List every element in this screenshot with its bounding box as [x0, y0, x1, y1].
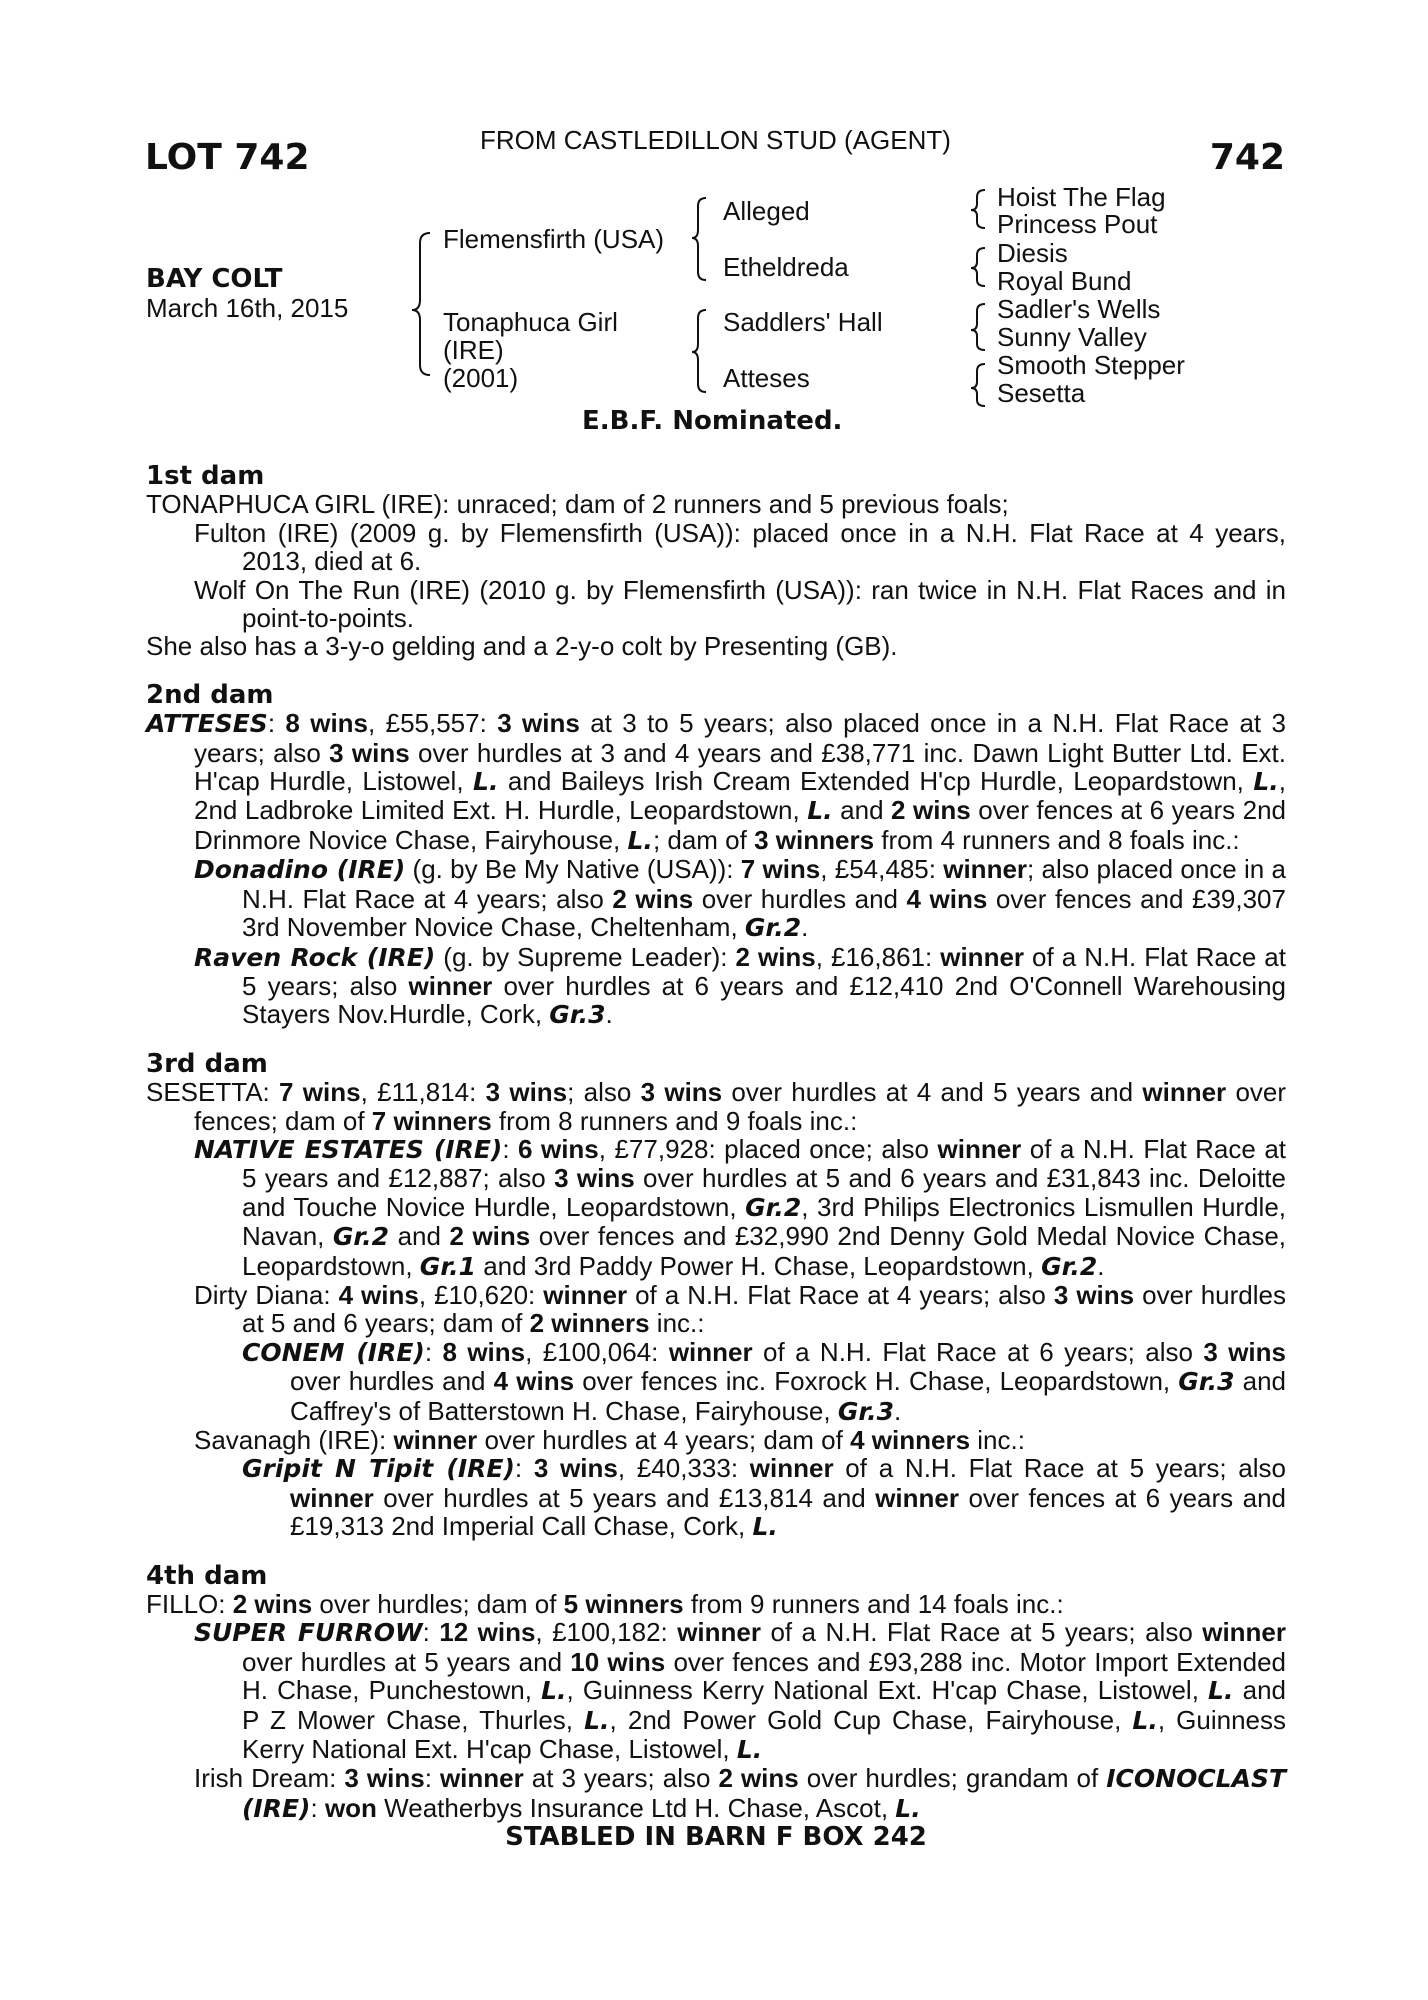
- text-run: ; also: [567, 1077, 641, 1108]
- text-run: , Guinness Kerry National Ext. H'cap Chase, Listowel,: [242, 1704, 1286, 1765]
- text-run: FILLO:: [146, 1589, 233, 1620]
- race-record: winner: [290, 1482, 374, 1513]
- text-run: :: [422, 1617, 440, 1648]
- text-run: and Baileys Irish Cream Extended H'cp Hurdle, Leopardstown,: [498, 766, 1254, 797]
- horse-or-grade: Gr.2: [745, 1192, 802, 1222]
- race-record: winner: [940, 941, 1025, 972]
- race-record: 12 wins: [439, 1617, 536, 1648]
- text-run: over hurdles at 4 and 5 years and: [722, 1077, 1143, 1108]
- text-run: from 9 runners and 14 foals inc.:: [683, 1589, 1064, 1620]
- produce-entry: [146, 1618, 1286, 1764]
- text-run: Fulton (IRE) (2009 g. by Flemensfirth (USA)): placed once in a N.H. Flat Race at 4 years, 2013, died at 6.: [194, 517, 1286, 577]
- pedigree-sire-dam: Etheldreda: [723, 252, 849, 282]
- text-run: over fences; dam of: [194, 1077, 1287, 1136]
- horse-or-grade: L.: [1253, 767, 1279, 797]
- text-run: and Caffrey's of Batterstown H. Chase, Fairyhouse,: [290, 1366, 1286, 1426]
- race-record: 3 wins: [1203, 1336, 1287, 1367]
- pedigree-sire-sire: Alleged: [723, 196, 810, 226]
- text-run: , £100,182:: [535, 1617, 678, 1648]
- text-run: at 3 years; also: [523, 1763, 719, 1794]
- ebf-nominated: E.B.F. Nominated.: [582, 406, 843, 436]
- text-run: and: [832, 795, 892, 826]
- text-run: , £54,485:: [820, 854, 944, 885]
- lot-number: 742: [1209, 137, 1285, 178]
- text-run: :: [424, 1763, 440, 1794]
- pedigree-ddd: Sesetta: [997, 378, 1086, 408]
- dam-entry: [146, 709, 1286, 855]
- dam-entry: [146, 632, 1286, 660]
- text-run: over hurdles at 5 years and: [242, 1646, 571, 1677]
- text-run: , Guinness Kerry National Ext. H'cap Chase, Listowel,: [566, 1675, 1209, 1706]
- text-run: .: [605, 999, 613, 1030]
- text-run: and P Z Mower Chase, Thurles,: [242, 1675, 1286, 1735]
- race-record: 3 wins: [344, 1763, 425, 1794]
- race-record: 8 wins: [285, 708, 369, 739]
- text-run: over hurdles; grandam of: [798, 1763, 1107, 1794]
- text-run: over hurdles at 5 years and £13,814 and: [373, 1482, 876, 1513]
- race-record: winner: [439, 1763, 524, 1794]
- text-run: over hurdles at 5 and 6 years; dam of: [242, 1279, 1286, 1339]
- text-run: :: [267, 708, 286, 739]
- section-heading: 4th dam: [146, 1560, 268, 1591]
- horse-or-grade: L.: [473, 767, 499, 797]
- race-record: 7 winners: [371, 1105, 492, 1136]
- pedigree-dss: Sadler's Wells: [997, 294, 1161, 324]
- pedigree-dds: Smooth Stepper: [997, 350, 1185, 380]
- produce-entry: [146, 576, 1286, 633]
- text-run: of a N.H. Flat Race at 5 years; also: [833, 1453, 1286, 1484]
- produce-entry: [146, 1426, 1286, 1454]
- horse-or-grade: Gr.3: [549, 1000, 606, 1030]
- text-run: and 3rd Paddy Power H. Chase, Leopardstown,: [475, 1250, 1042, 1281]
- horse-or-grade: ICONOCLAST (IRE): [242, 1764, 1287, 1823]
- race-record: 2 wins: [718, 1763, 799, 1794]
- race-record: winner: [408, 970, 493, 1001]
- vendor-line: FROM CASTLEDILLON STUD (AGENT): [480, 125, 951, 155]
- race-record: winner: [677, 1617, 761, 1648]
- text-run: at 3 to 5 years; also placed once in a N.H. Flat Race at 3 years; also: [194, 708, 1286, 768]
- horse-or-grade: L.: [541, 1676, 567, 1706]
- pedigree-dam-year: (2001): [443, 363, 519, 393]
- text-run: inc.:: [649, 1308, 705, 1339]
- race-record: 2 wins: [232, 1589, 313, 1620]
- text-run: Irish Dream:: [194, 1763, 345, 1794]
- race-record: 3 wins: [497, 708, 580, 739]
- text-run: of a N.H. Flat Race at 6 years; also: [752, 1336, 1204, 1367]
- text-run: over hurdles at 5 and 6 years and £31,843 inc. Deloitte and Touche Novice Hurdle, Leopardstown,: [242, 1163, 1286, 1222]
- horse-or-grade: ATTESES: [146, 709, 268, 739]
- horse-or-grade: SUPER FURROW: [194, 1618, 423, 1648]
- text-run: over hurdles and: [290, 1366, 494, 1397]
- pedigree-dam-name: Tonaphuca Girl: [443, 307, 618, 337]
- text-run: of a N.H. Flat Race at 5 years and £12,887; also: [242, 1133, 1286, 1194]
- race-record: 4 wins: [493, 1366, 575, 1397]
- race-record: winner: [543, 1279, 628, 1310]
- text-run: .: [1097, 1250, 1105, 1281]
- race-record: 10 wins: [570, 1646, 666, 1677]
- horse-or-grade: CONEM (IRE): [242, 1337, 425, 1367]
- dam-entry: [146, 1078, 1286, 1135]
- text-run: She also has a 3-y-o gelding and a 2-y-o colt by Presenting (GB).: [146, 631, 898, 662]
- race-record: 2 wins: [449, 1221, 531, 1252]
- horse-or-grade: Gr.1: [419, 1251, 476, 1281]
- pedigree-sire: Flemensfirth (USA): [443, 224, 665, 254]
- race-record: 6 wins: [518, 1133, 599, 1164]
- catalogue-body: [146, 462, 1286, 1852]
- pedigree-dsd: Sunny Valley: [997, 322, 1147, 352]
- race-record: winner: [875, 1482, 959, 1513]
- text-run: , £16,861:: [815, 941, 941, 972]
- text-run: TONAPHUCA GIRL (IRE): unraced; dam of 2 runners and 5 previous foals;: [146, 489, 1009, 520]
- text-run: ; dam of: [652, 824, 755, 855]
- text-run: , £40,333:: [617, 1453, 750, 1484]
- text-run: over hurdles at 3 and 4 years and £38,771 inc. Dawn Light Butter Ltd. Ext. H'cap Hurdle, Listowel,: [194, 737, 1286, 797]
- horse-or-grade: Gr.3: [837, 1396, 895, 1426]
- text-run: Savanagh (IRE):: [194, 1425, 394, 1455]
- horse-or-grade: Gr.2: [744, 913, 802, 943]
- pedigree-sss: Hoist The Flag: [997, 182, 1166, 212]
- text-run: from 8 runners and 9 foals inc.:: [491, 1105, 858, 1136]
- race-record: winner: [1142, 1077, 1227, 1108]
- text-run: over hurdles at 6 years and £12,410 2nd O'Connell Warehousing Stayers Nov.Hurdle, Cork,: [242, 970, 1286, 1030]
- text-run: , £100,064:: [525, 1336, 669, 1367]
- race-record: winner: [1202, 1617, 1287, 1648]
- text-run: , £11,814:: [360, 1077, 486, 1108]
- foaling-date: March 16th, 2015: [146, 293, 349, 323]
- section-heading: 1st dam: [146, 461, 265, 491]
- produce-entry: [146, 1338, 1286, 1426]
- race-record: 3 wins: [1053, 1279, 1135, 1310]
- race-record: 4 winners: [850, 1425, 971, 1455]
- pedigree-dam-dam: Atteses: [723, 363, 810, 393]
- text-run: from 4 runners and 8 foals inc.:: [874, 824, 1240, 855]
- horse-or-grade: L.: [584, 1705, 610, 1735]
- text-run: .: [894, 1395, 902, 1426]
- produce-entry: [146, 855, 1286, 942]
- race-record: winner: [393, 1425, 478, 1455]
- text-run: , 2nd Ladbroke Limited Ext. H. Hurdle, Leopardstown,: [194, 766, 1287, 826]
- pedigree-ssd: Princess Pout: [997, 209, 1158, 239]
- section-heading: 3rd dam: [146, 1048, 268, 1079]
- text-run: over fences inc. Foxrock H. Chase, Leopardstown,: [574, 1366, 1179, 1397]
- pedigree-dam-origin: (IRE): [443, 335, 504, 365]
- race-record: 2 winners: [529, 1308, 650, 1339]
- race-record: 3 wins: [329, 737, 410, 768]
- text-run: Dirty Diana:: [194, 1279, 339, 1310]
- race-record: 3 wins: [533, 1453, 618, 1484]
- produce-entry: [146, 519, 1286, 576]
- section-heading: 2nd dam: [146, 679, 274, 710]
- lot-label: LOT 742: [145, 137, 310, 178]
- race-record: winner: [749, 1453, 834, 1484]
- text-run: , £77,928: placed once; also: [598, 1133, 938, 1164]
- horse-or-grade: Donadino (IRE): [194, 855, 406, 885]
- race-record: 5 winners: [563, 1589, 684, 1620]
- horse-or-grade: L.: [895, 1793, 921, 1823]
- text-run: SESETTA:: [146, 1077, 280, 1108]
- pedigree-sds: Diesis: [997, 238, 1068, 268]
- text-run: ; also placed once in a N.H. Flat Race at 4 years; also: [242, 854, 1286, 914]
- race-record: 3 wins: [554, 1163, 635, 1194]
- text-run: over hurdles and: [693, 883, 907, 914]
- race-record: winner: [668, 1336, 753, 1367]
- horse-or-grade: Raven Rock (IRE): [194, 942, 436, 972]
- text-run: , 3rd Philips Electronics Lismullen Hurdle, Navan,: [242, 1191, 1286, 1252]
- text-run: :: [502, 1133, 519, 1164]
- text-run: of a N.H. Flat Race at 4 years; also: [627, 1279, 1054, 1310]
- stabled-location: STABLED IN BARN F BOX 242: [505, 1822, 927, 1853]
- race-record: 8 wins: [442, 1336, 526, 1367]
- text-run: :: [424, 1336, 443, 1367]
- horse-or-grade: Gr.3: [1178, 1367, 1235, 1397]
- dam-entry: [146, 1590, 1286, 1618]
- horse-or-grade: L.: [736, 1735, 763, 1765]
- text-run: and: [389, 1221, 450, 1252]
- race-record: 2 wins: [612, 883, 694, 914]
- horse-or-grade: L.: [627, 825, 653, 855]
- horse-or-grade: Gr.2: [1041, 1251, 1098, 1281]
- race-record: 2 wins: [735, 941, 816, 972]
- text-run: over hurdles; dam of: [312, 1589, 564, 1620]
- horse-or-grade: L.: [1208, 1676, 1234, 1706]
- horse-or-grade: Gripit N Tipit (IRE): [242, 1454, 515, 1484]
- horse-or-grade: L.: [1132, 1705, 1158, 1735]
- race-record: winner: [943, 854, 1028, 885]
- produce-entry: [146, 1454, 1286, 1541]
- produce-entry: [146, 1764, 1286, 1823]
- text-run: :: [310, 1792, 325, 1823]
- text-run: Wolf On The Run (IRE) (2010 g. by Flemensfirth (USA)): ran twice in N.H. Flat Races and in point-to-points.: [194, 574, 1286, 634]
- race-record: 4 wins: [338, 1279, 419, 1310]
- text-run: of a N.H. Flat Race at 5 years; also: [242, 941, 1286, 1001]
- race-record: 7 wins: [279, 1077, 361, 1108]
- horse-or-grade: L.: [807, 796, 833, 826]
- race-record: won: [324, 1792, 377, 1823]
- text-run: over fences and £93,288 inc. Motor Import Extended H. Chase, Punchestown,: [242, 1646, 1286, 1706]
- horse-or-grade: Gr.2: [332, 1222, 390, 1252]
- pedigree-dam-sire: Saddlers' Hall: [723, 307, 883, 337]
- text-run: Weatherbys Insurance Ltd H. Chase, Ascot,: [376, 1792, 896, 1823]
- text-run: (g. by Supreme Leader):: [435, 941, 736, 972]
- text-run: inc.:: [970, 1425, 1025, 1455]
- text-run: over fences and £32,990 2nd Denny Gold Medal Novice Chase, Leopardstown,: [242, 1221, 1287, 1281]
- text-run: .: [801, 912, 809, 943]
- race-record: 4 wins: [906, 883, 988, 914]
- text-run: of a N.H. Flat Race at 5 years; also: [761, 1617, 1203, 1648]
- race-record: 7 wins: [740, 854, 821, 885]
- text-run: , £10,620:: [418, 1279, 544, 1310]
- text-run: :: [514, 1453, 534, 1484]
- sex-line: BAY COLT: [146, 264, 283, 294]
- horse-or-grade: L.: [752, 1512, 778, 1542]
- text-run: over fences and £39,307 3rd November Novice Chase, Cheltenham,: [242, 883, 1286, 943]
- horse-or-grade: NATIVE ESTATES (IRE): [194, 1134, 503, 1164]
- pedigree-brackets: [0, 0, 1428, 420]
- race-record: 3 wins: [640, 1077, 723, 1108]
- produce-entry: [146, 943, 1286, 1030]
- text-run: (g. by Be My Native (USA)):: [405, 854, 741, 885]
- text-run: , £55,557:: [368, 708, 498, 739]
- text-run: over fences at 6 years and £19,313 2nd Imperial Call Chase, Cork,: [290, 1482, 1287, 1542]
- text-run: over hurdles at 4 years; dam of: [477, 1425, 851, 1455]
- text-run: , 2nd Power Gold Cup Chase, Fairyhouse,: [609, 1704, 1133, 1735]
- race-record: 3 wins: [485, 1077, 568, 1108]
- produce-entry: [146, 1281, 1286, 1338]
- text-run: over fences at 6 years 2nd Drinmore Novice Chase, Fairyhouse,: [194, 795, 1287, 855]
- race-record: winner: [937, 1133, 1022, 1164]
- produce-entry: [146, 1135, 1286, 1281]
- dam-entry: [146, 490, 1286, 518]
- race-record: 2 wins: [891, 795, 971, 826]
- pedigree-sdd: Royal Bund: [997, 266, 1132, 296]
- race-record: 3 winners: [754, 824, 875, 855]
